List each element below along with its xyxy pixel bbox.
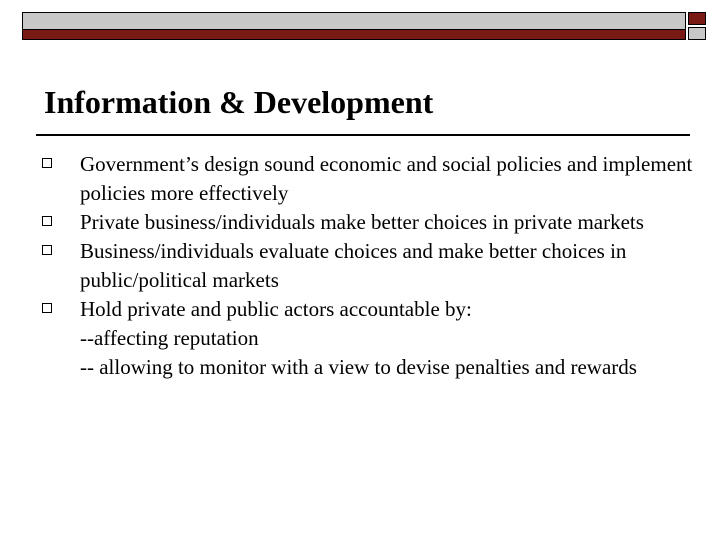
header-bar-stripe [23,29,685,39]
square-bullet-icon [42,216,52,226]
square-bullet-icon [42,158,52,168]
bullet-subline: -- allowing to monitor with a view to devise penalties and rewards [80,355,637,379]
header-corner-box-bottom [688,27,706,40]
square-bullet-icon [42,303,52,313]
header-corner-box-top [688,12,706,25]
bullet-item [40,150,700,208]
bullet-list [40,150,700,382]
square-bullet-icon [42,245,52,255]
bullet-item [40,295,700,382]
bullet-item [40,237,700,295]
bullet-subline: --affecting reputation [80,326,259,350]
bullet-text: Government’s design sound economic and social policies and implement policies more effectively [80,152,693,205]
slide-title: Information & Development [44,84,434,120]
bullet-text: Business/individuals evaluate choices and make better choices in public/political markets [80,239,627,292]
header-bar [22,12,686,40]
title-divider [36,134,690,136]
bullet-text: Hold private and public actors accountable by: [80,297,472,321]
bullet-text: Private business/individuals make better choices in private markets [80,210,644,234]
bullet-item [40,208,700,237]
